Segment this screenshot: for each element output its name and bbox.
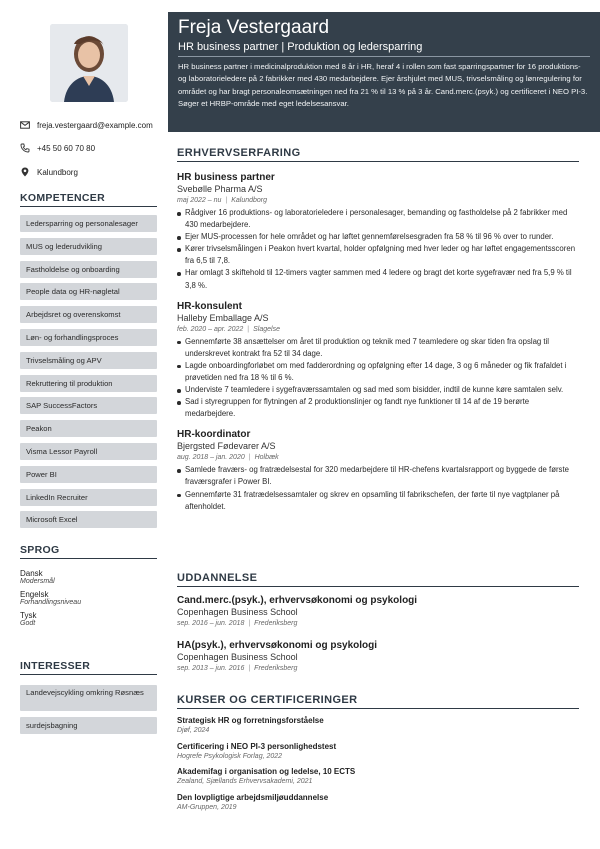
phone-text: +45 50 60 70 80 bbox=[37, 143, 96, 153]
job-place: Holbæk bbox=[254, 454, 279, 462]
email-text: freja.vestergaard@example.com bbox=[37, 120, 153, 130]
meta-separator: | bbox=[247, 325, 250, 333]
skill-chip: Microsoft Excel bbox=[20, 511, 157, 528]
course-title: Den lovpligtige arbejdsmiljøuddannelse bbox=[177, 792, 329, 802]
skill-chip: Peakon bbox=[20, 420, 157, 437]
job-bullet: Sad i styregruppen for flytningen af 2 produktionslinjer og fandt nye funktioner til 14 af de 19 berørte medarbejdere. bbox=[177, 396, 579, 420]
skill-chip: Visma Lessor Payroll bbox=[20, 443, 157, 460]
job-entry bbox=[177, 428, 579, 512]
course-meta: Hogrefe Psykologisk Forlag, 2022 bbox=[177, 752, 283, 760]
course-meta: AM-Gruppen, 2019 bbox=[177, 803, 237, 811]
degree-title: HA(psyk.), erhvervsøkonomi og psykologi bbox=[177, 640, 378, 651]
language-level: Godt bbox=[20, 620, 36, 627]
education-place: Frederiksberg bbox=[254, 620, 298, 627]
skill-chip: Fastholdelse og onboarding bbox=[20, 261, 157, 278]
contact-phone[interactable] bbox=[20, 143, 170, 153]
contact-email[interactable] bbox=[20, 120, 170, 130]
experience-section bbox=[177, 147, 579, 521]
profile-photo bbox=[50, 24, 128, 102]
profile-summary: HR business partner i medicinalproduktion med 8 år i HR, heraf 4 i rollen som fast sparringspartner for 16 produktions- og laboratorieledere på 2 fabrikker med 430 medarbejdere. Ejer årshjulet med MUS, trivselsmåling og lønregulering for området og har bragt personaleomsætningen ned fra 21 % til 13 % på 3 år. Cand.merc.(psyk.) og certificeret i NEO PI-3. Søger et HRBP-område med eget ledelsesansvar. bbox=[178, 62, 588, 109]
education-meta bbox=[177, 663, 579, 674]
job-period: aug. 2018 – jan. 2020 bbox=[177, 454, 245, 462]
education-entry bbox=[177, 594, 579, 629]
job-bullet: Lagde onboardingforløbet om med fadderordning og opfølgning efter 14 dage, 3 og 6 måneder og fik frafaldet i prøvetiden ned fra 18 % til 6 %. bbox=[177, 360, 579, 384]
job-entry bbox=[177, 300, 579, 421]
interests-heading: INTERESSER bbox=[20, 660, 157, 675]
skills-heading: KOMPETENCER bbox=[20, 192, 157, 207]
job-bullet: Rådgiver 16 produktions- og laboratorieledere i personalesager, bemanding og fastholdelse på 2 fabrikker med 430 medarbejdere. bbox=[177, 207, 579, 231]
meta-separator: | bbox=[225, 197, 228, 204]
header-banner bbox=[168, 12, 600, 132]
skill-chip: Rekruttering til produktion bbox=[20, 375, 157, 392]
meta-separator: | bbox=[248, 454, 251, 462]
course-title: Certificering i NEO PI-3 personlighedstest bbox=[177, 741, 337, 751]
education-entry bbox=[177, 639, 579, 674]
envelope-icon bbox=[20, 120, 30, 130]
job-bullet: Kører trivselsmålingen i Peakon hvert kvartal, holder opfølgning med hver leder og har løftet engagementsscoren fra 6,5 til 7,8. bbox=[177, 243, 579, 267]
courses-list bbox=[177, 715, 579, 813]
person-role: HR business partner | Produktion og ledersparring bbox=[178, 40, 590, 57]
skill-chip: Power BI bbox=[20, 466, 157, 483]
job-place: Slagelse bbox=[253, 325, 280, 333]
languages-list bbox=[20, 569, 157, 632]
job-meta bbox=[177, 195, 579, 206]
courses-section bbox=[177, 694, 579, 817]
skill-chip: Løn- og forhandlingsproces bbox=[20, 329, 157, 346]
courses-heading: KURSER OG CERTIFICERINGER bbox=[177, 694, 579, 709]
skill-chip: Trivselsmåling og APV bbox=[20, 352, 157, 369]
skill-chip: People data og HR-nøgletal bbox=[20, 283, 157, 300]
location-text: Kalundborg bbox=[37, 167, 78, 177]
job-place: Kalundborg bbox=[231, 197, 268, 204]
job-meta bbox=[177, 452, 579, 463]
language-name: Tysk bbox=[20, 611, 37, 620]
language-level: Forhandlingsniveau bbox=[20, 599, 82, 606]
job-bullet: Gennemførte 38 ansættelser om året til produktion og teknik med 7 teamledere og skar tiden fra opslag til underskrevet kontrakt fra 52 til 34 dage. bbox=[177, 336, 579, 360]
skill-chip: MUS og lederudvikling bbox=[20, 238, 157, 255]
languages-heading: SPROG bbox=[20, 544, 157, 559]
course-meta: Zealand, Sjællands Erhvervsakademi, 2021 bbox=[177, 778, 313, 785]
skill-chip: SAP SuccessFactors bbox=[20, 397, 157, 414]
language-name: Dansk bbox=[20, 569, 43, 578]
map-pin-icon bbox=[20, 167, 30, 177]
skill-chip: LinkedIn Recruiter bbox=[20, 489, 157, 506]
course-title: Strategisk HR og forretningsforståelse bbox=[177, 716, 324, 725]
school-name: Copenhagen Business School bbox=[177, 652, 298, 662]
course-entry bbox=[177, 766, 579, 787]
school-name: Copenhagen Business School bbox=[177, 607, 298, 617]
course-title: Akademifag i organisation og ledelse, 10 ECTS bbox=[177, 767, 356, 776]
education-heading: UDDANNELSE bbox=[177, 572, 579, 587]
job-title: HR-koordinator bbox=[177, 429, 251, 441]
job-bullet: Ejer MUS-processen for hele området og har løftet gennemførelsesgraden fra 58 % til 96 % over to runder. bbox=[177, 231, 579, 243]
person-name: Freja Vestergaard bbox=[178, 17, 330, 38]
contact-location bbox=[20, 167, 170, 177]
job-meta bbox=[177, 324, 579, 335]
meta-separator: | bbox=[248, 620, 251, 627]
job-bullet: Samlede fraværs- og fratrædelsestal for 320 medarbejdere til HR-chefens kvartalsrapport og byggede de første fraværsgrafer i Power BI. bbox=[177, 464, 579, 488]
course-entry bbox=[177, 741, 579, 762]
job-bullet: Underviste 7 teamledere i sygefraværssamtalen og sad med som bisidder, indtil de kunne køre samtalen selv. bbox=[177, 384, 579, 396]
job-title: HR-konsulent bbox=[177, 300, 242, 312]
education-section bbox=[177, 572, 579, 684]
skills-list bbox=[20, 215, 157, 534]
job-bullet: Har omlagt 3 skiftehold til 12-timers vagter sammen med 4 ledere og bragt det korte sygefravær ned fra 5,9 % til 3,8 %. bbox=[177, 267, 579, 291]
skill-chip: Arbejdsret og overenskomst bbox=[20, 306, 157, 323]
education-list bbox=[177, 594, 579, 674]
job-company: Bjergsted Fødevarer A/S bbox=[177, 441, 276, 452]
job-company: Svebølle Pharma A/S bbox=[177, 184, 263, 194]
language-name: Engelsk bbox=[20, 590, 49, 599]
job-bullets bbox=[177, 464, 579, 512]
education-place: Frederiksberg bbox=[254, 665, 298, 672]
job-bullet: Gennemførte 31 fratrædelsessamtaler og skrev en opsamling til fabrikschefen, der førte til nye vagtplaner på aftenholdet. bbox=[177, 489, 579, 513]
job-bullets bbox=[177, 336, 579, 421]
experience-list bbox=[177, 171, 579, 513]
course-meta: Djøf, 2024 bbox=[177, 727, 210, 734]
course-entry bbox=[177, 715, 579, 736]
meta-separator: | bbox=[248, 665, 251, 672]
degree-title: Cand.merc.(psyk.), erhvervsøkonomi og psykologi bbox=[177, 595, 418, 606]
job-title: HR business partner bbox=[177, 172, 275, 183]
education-period: sep. 2016 – jun. 2018 bbox=[177, 620, 245, 627]
interests-list bbox=[20, 685, 157, 740]
interest-chip: surdejsbagning bbox=[20, 717, 157, 734]
job-entry bbox=[177, 171, 579, 292]
skill-chip: Ledersparring og personalesager bbox=[20, 215, 157, 232]
education-period: sep. 2013 – jun. 2016 bbox=[177, 665, 245, 672]
phone-icon bbox=[20, 143, 30, 153]
interest-chip: Landevejscykling omkring Røsnæs bbox=[20, 685, 157, 711]
language-level: Modersmål bbox=[20, 578, 55, 585]
job-bullets bbox=[177, 207, 579, 292]
job-period: feb. 2020 – apr. 2022 bbox=[177, 325, 244, 333]
education-meta bbox=[177, 618, 579, 629]
job-company: Halleby Emballage A/S bbox=[177, 312, 269, 323]
job-period: maj 2022 – nu bbox=[177, 197, 222, 204]
experience-heading: ERHVERVSERFARING bbox=[177, 147, 579, 162]
course-entry bbox=[177, 792, 579, 813]
